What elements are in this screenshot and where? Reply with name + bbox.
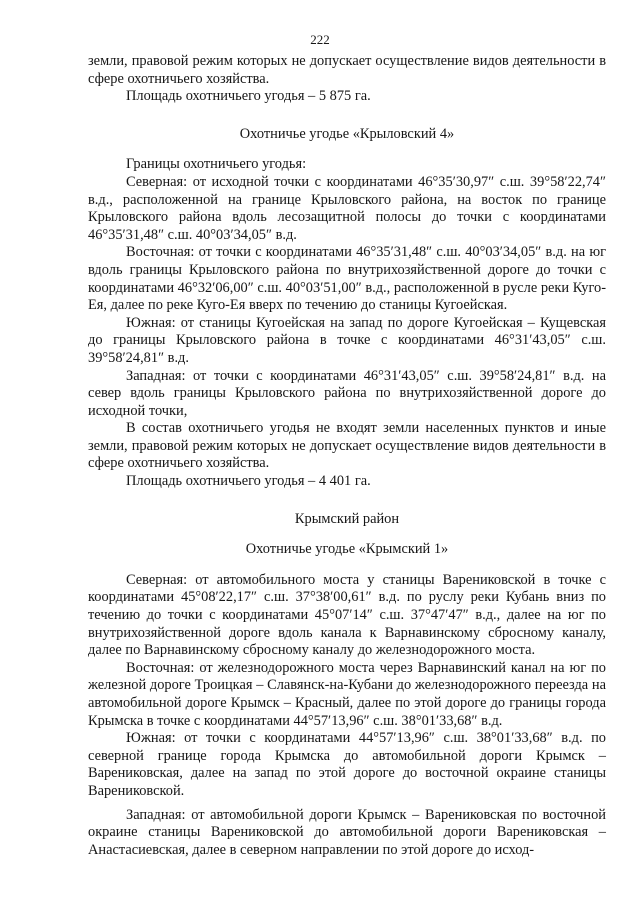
boundary-south: Южная: от точки с координатами 44°57′13,96″ с.ш. 38°01′33,68″ в.д. по северной границе города Крымска до автомобильной дороги Крымск – Варениковская, далее на запад по этой дороге до восточной окраине станицы Варениковской.: [88, 730, 606, 799]
boundary-south: Южная: от станицы Кугоейская на запад по дороге Кугоейская – Кущевская до границы Крыловского района в точке с координатами 46°31′43,05″ с.ш. 39°58′24,81″ в.д.: [88, 314, 606, 366]
paragraph-continuation: земли, правовой режим которых не допускает осуществление видов деятельности в сфере охотничьего хозяйства.: [88, 53, 606, 87]
boundary-west: Западная: от автомобильной дороги Крымск – Варениковская по восточной окраине станицы Варениковской до автомобильной дороги Варениковская – Анастасиевская, далее в северном направлении по этой дороге до исход-: [88, 806, 606, 858]
boundaries-title: Границы охотничьего угодья:: [126, 156, 307, 173]
boundary-north: Северная: от исходной точки с координатами 46°35′30,97″ с.ш. 39°58′22,74″ в.д., расположенной на границе Крыловского района, на восток по границе Крыловского района вдоль лесозащитной полосы до точки с координатами 46°35′31,48″ с.ш. 40°03′34,05″ в.д.: [88, 173, 606, 243]
section-heading-krymsky-1: Охотничье угодье «Крымский 1»: [245, 541, 449, 558]
district-heading: Крымский район: [294, 510, 400, 527]
exclusions-paragraph: В состав охотничьего угодья не входят земли населенных пунктов и иные земли, правовой режим которых не допускает осуществление видов деятельности в сфере охотничьего хозяйства.: [88, 420, 606, 472]
boundary-east: Восточная: от железнодорожного моста через Варнавинский канал на юг по железной дороге Троицкая – Славянск-на-Кубани до железнодорожного переезда на автомобильной дороге Крымск – Красный, далее по этой дороге до границы города Крымска в точке с координатами 44°57′13,96″ с.ш. 38°01′33,68″ в.д.: [88, 659, 606, 729]
area-paragraph: Площадь охотничьего угодья – 5 875 га.: [126, 88, 371, 105]
area-paragraph: Площадь охотничьего угодья – 4 401 га.: [126, 473, 371, 490]
boundary-north: Северная: от автомобильного моста у станицы Варениковской в точке с координатами 45°08′22,17″ с.ш. 37°38′00,61″ в.д. по руслу реки Кубань вниз по течению до точки с координатами 45°07′14″ с.ш. 37°47′47″ в.д., далее на юг по внутрихозяйственной дороге вдоль канала к Варнавинскому сбросному каналу, далее по Варнавинскому сбросному каналу до железнодорожного моста.: [88, 571, 606, 659]
boundary-west: Западная: от точки с координатами 46°31′43,05″ с.ш. 39°58′24,81″ в.д. на север вдоль границы Крыловского района по внутрихозяйственной дороге до исходной точки,: [88, 367, 606, 419]
section-heading-krylovsky-4: Охотничье угодье «Крыловский 4»: [239, 125, 455, 142]
document-body: [88, 53, 606, 859]
page-number: 222: [310, 32, 330, 47]
boundary-east: Восточная: от точки с координатами 46°35′31,48″ с.ш. 40°03′34,05″ в.д. на юг вдоль границы Крыловского района по внутрихозяйственной дороге до точки с координатами 46°32′06,00″ с.ш. 40°03′51,00″ в.д., расположенной в русле реки Куго-Ея, далее по реке Куго-Ея вверх по течению до станицы Кугоейская.: [88, 244, 606, 314]
